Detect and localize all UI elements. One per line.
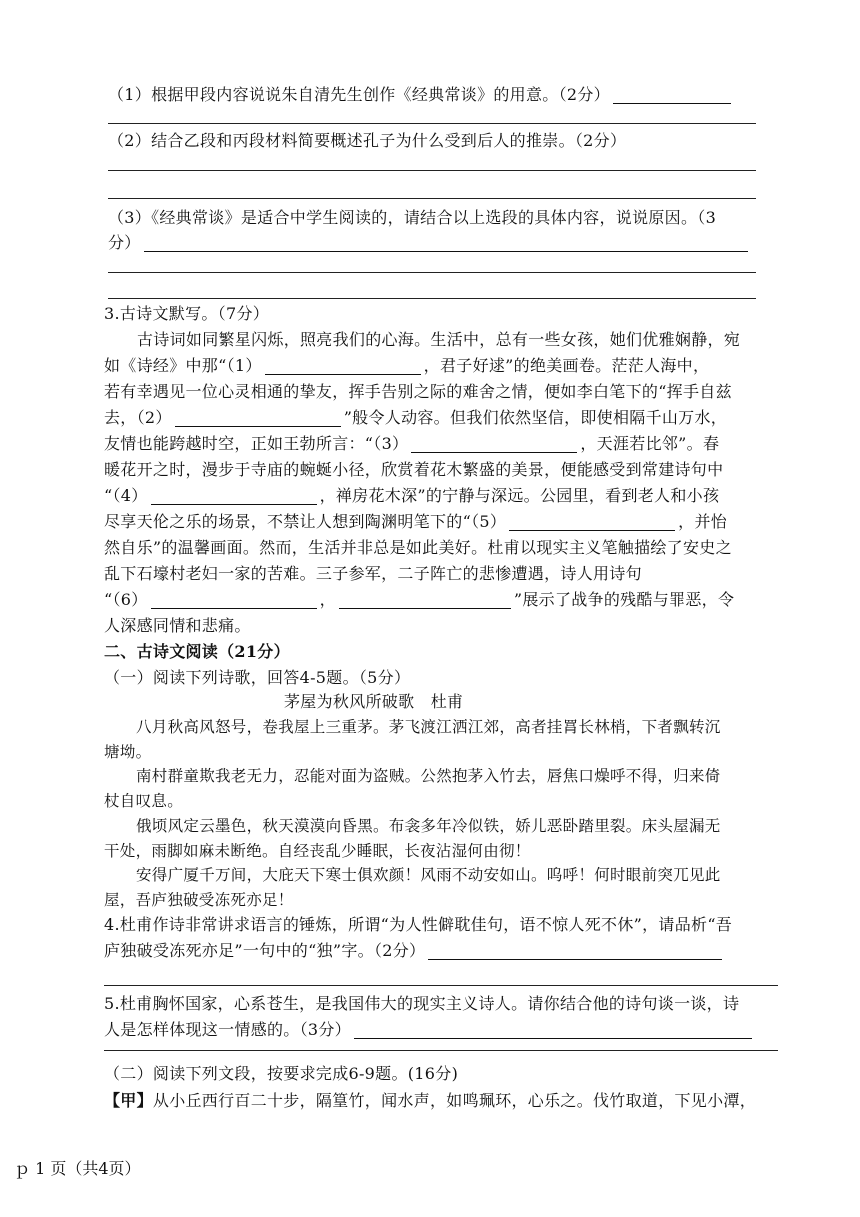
answer-line[interactable] [108, 198, 756, 199]
fill-blank-6b[interactable] [339, 592, 511, 609]
q3-text: ，并怡 [678, 512, 728, 531]
poem-stanza4-cont: 屋，吾庐独破受冻死亦足！ [104, 891, 294, 909]
q5-line2 [104, 1019, 755, 1041]
poem-stanza3: 俄顷风定云墨色，秋天漠漠向昏黑。布衾多年冷似铁，娇儿恶卧踏里裂。床头屋漏无 [136, 817, 721, 835]
section2-part2: （二）阅读下列文段，按要求完成6-9题。(16分) [104, 1064, 459, 1083]
q3-line4 [104, 407, 727, 429]
q4-line2 [104, 940, 725, 962]
q5-line1: 5.杜甫胸怀国家，心系苍生，是我国伟大的现实主义诗人。请你结合他的诗句谈一谈，诗 [104, 994, 740, 1013]
answer-line[interactable] [104, 1050, 778, 1051]
q3-line11 [104, 589, 734, 611]
q3-text: ，天涯若比邻”。春 [580, 434, 720, 453]
q3-text: “（6） [104, 590, 148, 609]
q3-line1: 古诗词如同繁星闪烁，照亮我们的心海。生活中，总有一些女孩，她们优雅娴静，宛 [137, 330, 741, 349]
section2-part1: （一）阅读下列诗歌，回答4-5题。（5分） [104, 668, 411, 687]
q4-line1: 4.杜甫作诗非常讲求语言的锤炼，所谓“为人性僻耽佳句，语不惊人死不休”，请品析“吾 [104, 915, 733, 934]
fill-blank-1[interactable] [265, 358, 421, 375]
q2-sub3-text: 分） [108, 233, 141, 252]
q2-sub1 [108, 84, 734, 106]
poem-stanza1-cont: 塘坳。 [104, 743, 152, 761]
fill-blank-3[interactable] [411, 436, 577, 453]
q2-sub3-line2 [108, 232, 751, 254]
fill-blank-5[interactable] [509, 514, 675, 531]
passage-jia [104, 1090, 756, 1112]
q3-line10: 乱下石壕村老妇一家的苦难。三子参军，二子阵亡的悲惨遭遇，诗人用诗句 [104, 564, 642, 583]
poem-stanza3-cont: 干处，雨脚如麻未断绝。自经丧乱少睡眠，长夜沾湿何由彻！ [104, 842, 531, 860]
q3-line9: 然自乐”的温馨画面。然而，生活并非总是如此美好。杜甫以现实主义笔触描绘了安史之 [104, 538, 732, 557]
answer-line[interactable] [108, 298, 756, 299]
passage-jia-label: 【甲】 [104, 1091, 153, 1110]
fill-blank-6a[interactable] [151, 592, 317, 609]
q2-sub3-line1: （3）《经典常谈》是适合中学生阅读的，请结合以上选段的具体内容，说说原因。（3 [108, 208, 717, 227]
section2-title: 二、古诗文阅读（21分） [104, 642, 290, 661]
fill-blank-4[interactable] [151, 488, 317, 505]
poem-title: 茅屋为秋风所破歌 杜甫 [284, 692, 464, 711]
poem-stanza1: 八月秋高风怒号，卷我屋上三重茅。茅飞渡江洒江郊，高者挂罥长林梢，下者飘转沉 [136, 718, 721, 736]
answer-blank[interactable] [613, 87, 731, 104]
q3-text: ”展示了战争的残酷与罪恶，令 [513, 590, 735, 609]
q3-text: 尽享天伦之乐的场景，不禁让人想到陶渊明笔下的“（5） [104, 512, 507, 531]
q3-text: ，禅房花木深”的宁静与深远。公园里，看到老人和小孩 [319, 486, 720, 505]
q5-text: 人是怎样体现这一情感的。（3分） [104, 1020, 351, 1039]
q3-line7 [104, 485, 719, 507]
q3-text: 去，（2） [104, 408, 172, 427]
q3-line3: 若有幸遇见一位心灵相通的挚友，挥手告别之际的难舍之情，便如李白笔下的“挥手自兹 [104, 382, 732, 401]
q3-text: ，君子好逑”的绝美画卷。茫茫人海中， [423, 356, 710, 375]
q3-line8 [104, 511, 727, 533]
q3-line6: 暖花开之时，漫步于寺庙的蜿蜒小径，欣赏着花木繁盛的美景，便能感受到常建诗句中 [104, 460, 724, 479]
q3-text: ”般令人动容。但我们依然坚信，即使相隔千山万水， [343, 408, 728, 427]
answer-line[interactable] [108, 123, 756, 124]
passage-jia-text: 从小丘西行百二十步，隔篁竹，闻水声，如鸣珮环，心乐之。伐竹取道，下见小潭， [152, 1091, 757, 1110]
fill-blank-2[interactable] [175, 410, 341, 427]
q3-text: 如《诗经》中那“（1） [104, 356, 262, 375]
q2-sub2: （2）结合乙段和丙段材料简要概述孔子为什么受到后人的推崇。（2分） [108, 131, 627, 150]
answer-blank[interactable] [144, 235, 748, 252]
answer-line[interactable] [108, 170, 756, 171]
q4-text: 庐独破受冻死亦足”一句中的“独”字。（2分） [104, 941, 426, 960]
page-number: ｐ 1 页（共4页） [14, 1159, 141, 1178]
q3-line12: 人深感同情和悲痛。 [104, 616, 251, 635]
answer-blank[interactable] [428, 943, 722, 960]
answer-line[interactable] [104, 985, 778, 986]
poem-stanza4: 安得广厦千万间，大庇天下寒士俱欢颜！风雨不动安如山。呜呼！何时眼前突兀见此 [136, 866, 721, 884]
q2-sub1-text: （1）根据甲段内容说说朱自清先生创作《经典常谈》的用意。（2分） [108, 85, 610, 104]
poem-stanza2-cont: 杖自叹息。 [104, 792, 184, 810]
poem-stanza2: 南村群童欺我老无力，忍能对面为盗贼。公然抱茅入竹去，唇焦口燥呼不得，归来倚 [136, 767, 721, 785]
q3-text: ， [319, 590, 336, 609]
q3-line5 [104, 433, 719, 455]
q3-title: 3.古诗文默写。（7分） [104, 304, 270, 323]
q3-line2 [104, 355, 709, 377]
q3-text: 友情也能跨越时空，正如王勃所言：“（3） [104, 434, 409, 453]
answer-blank[interactable] [354, 1022, 752, 1039]
q3-text: “（4） [104, 486, 148, 505]
answer-line[interactable] [108, 272, 756, 273]
